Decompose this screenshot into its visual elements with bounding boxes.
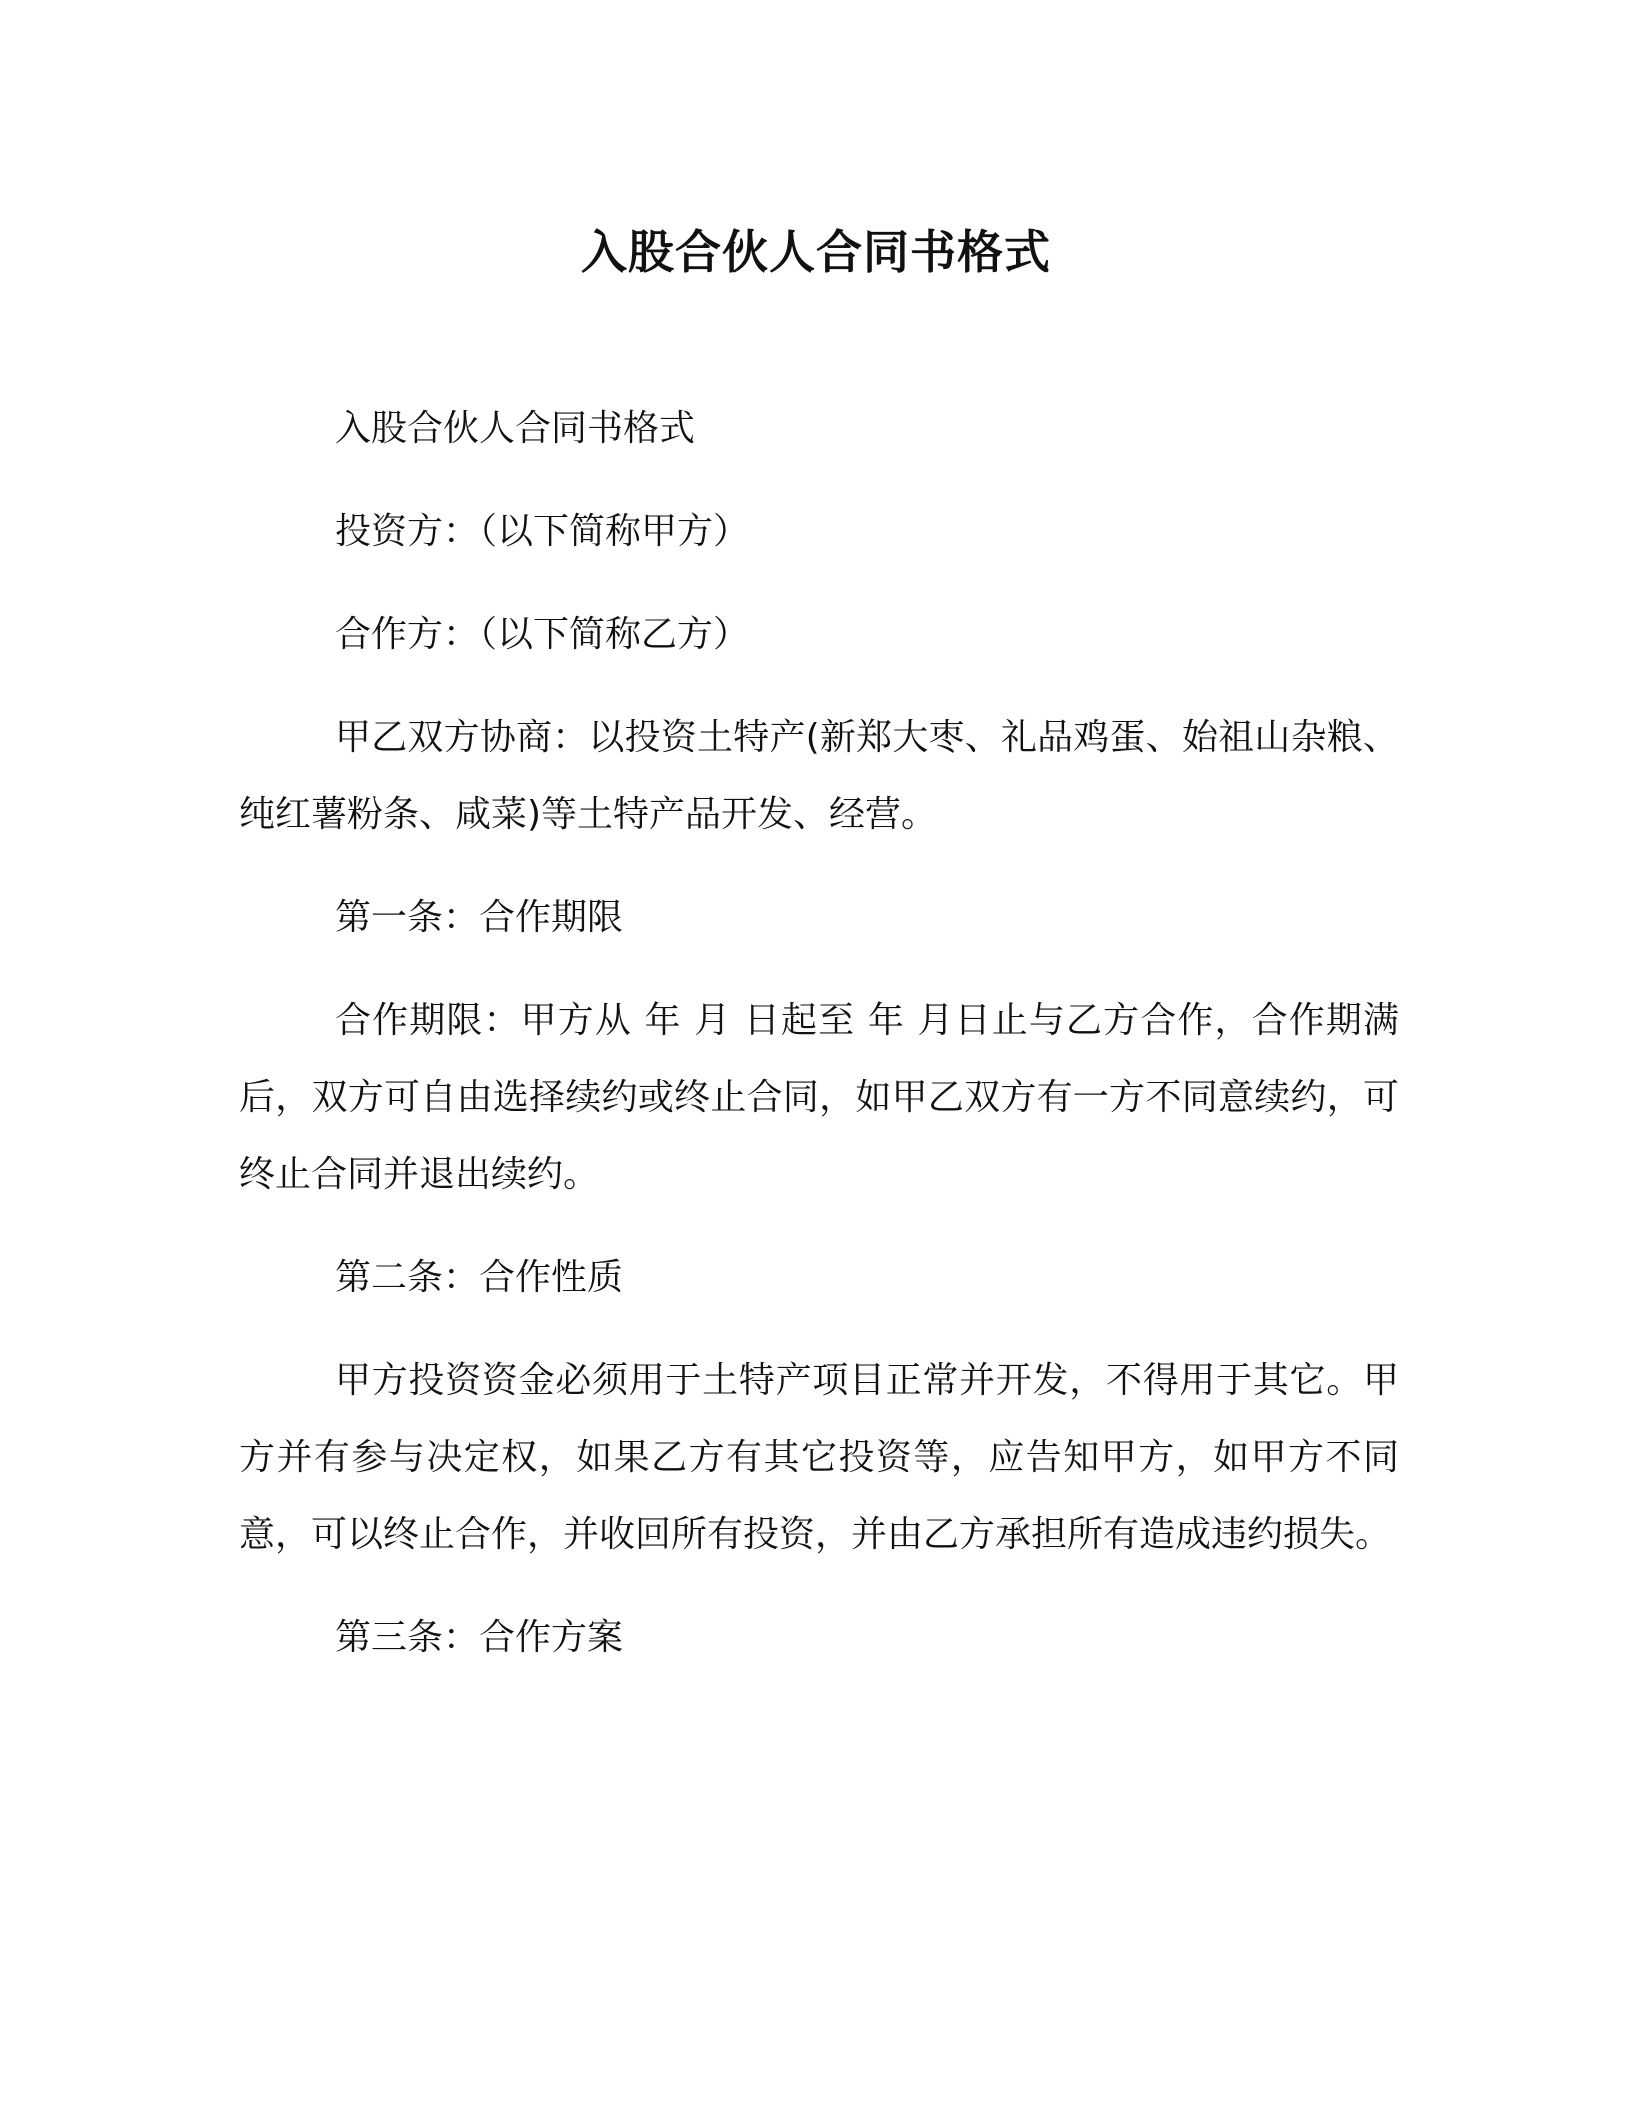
paragraph-partner: 合作方：（以下简称乙方） bbox=[335, 614, 750, 655]
paragraph-agreement: 甲乙双方协商：以投资土特产(新郑大枣、礼品鸡蛋、始祖山杂粮、纯红薯粉条、咸菜)等土特产品开发、经营。 bbox=[239, 717, 1399, 835]
paragraph-cooperation-nature: 甲方投资资金必须用于土特产项目正常并开发，不得用于其它。甲方并有参与决定权，如果乙方有其它投资等，应告知甲方，如甲方不同意，可以终止合作，并收回所有投资，并由乙方承担所有造成违约损失。 bbox=[239, 1360, 1399, 1555]
document-title: 入股合伙人合同书格式 bbox=[581, 225, 1051, 279]
heading-article-3: 第三条：合作方案 bbox=[335, 1617, 624, 1658]
paragraph-investor: 投资方：（以下简称甲方） bbox=[335, 511, 750, 552]
paragraph-subtitle: 入股合伙人合同书格式 bbox=[335, 408, 696, 449]
heading-article-1: 第一条：合作期限 bbox=[335, 897, 624, 938]
document-body bbox=[239, 390, 1399, 1702]
paragraph-cooperation-term: 合作期限：甲方从 年 月 日起至 年 月日止与乙方合作，合作期满后，双方可自由选择续约或终止合同，如甲乙双方有一方不同意续约，可终止合同并退出续约。 bbox=[239, 1000, 1399, 1195]
heading-article-2: 第二条：合作性质 bbox=[335, 1257, 624, 1298]
